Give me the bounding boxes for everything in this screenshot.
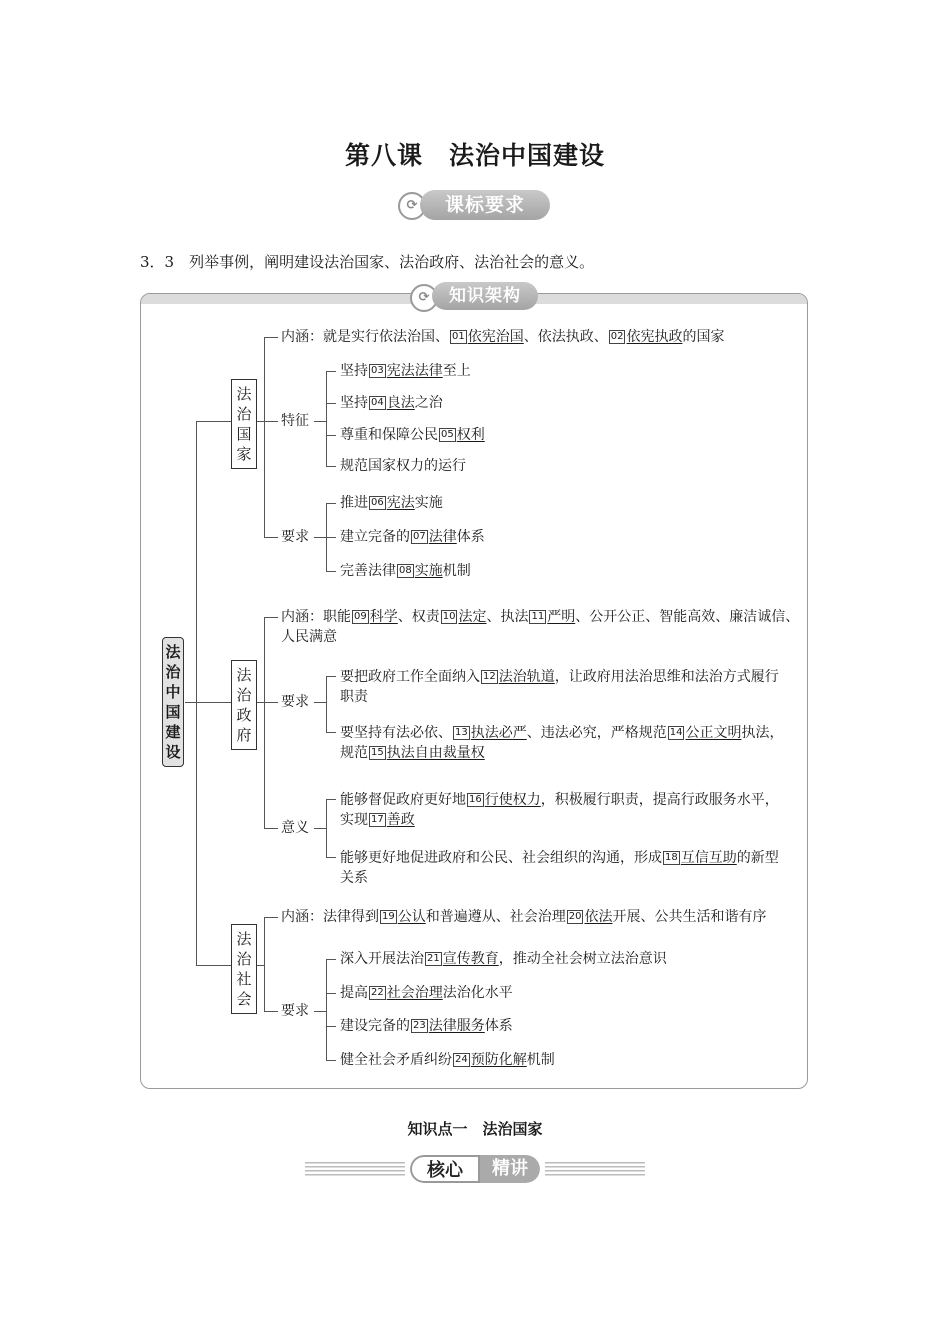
core-label: 核心 (410, 1155, 480, 1183)
state-features-label: 特征 (281, 413, 309, 429)
gov-req-label: 要求 (281, 694, 309, 710)
page-title: 第八课 法治中国建设 (344, 141, 605, 170)
society-req-3: 建设完备的 23 法律服务体系 (340, 1018, 513, 1034)
state-feature-4: 规范国家权力的运行 (340, 458, 466, 474)
gov-sig-2: 能够更好地促进政府和公民、社会组织的沟通，形成 18 互信互助的新型 (340, 850, 779, 866)
society-req-2: 提高 22 社会治理法治化水平 (340, 985, 513, 1001)
state-req-label: 要求 (281, 529, 309, 545)
gov-req-2-line2: 规范 15 执法自由裁量权 (340, 745, 485, 761)
gov-sig-2-line2: 关系 (340, 870, 368, 886)
state-feature-2: 坚持 04 良法之治 (340, 395, 443, 411)
gov-sig-label: 意义 (281, 820, 309, 836)
refresh-icon: ⟳ (398, 192, 426, 220)
banner-framework: 知识架构 (432, 282, 538, 310)
gov-neihan: 内涵：职能 09 科学、权责 10 法定、执法 11 严明、公开公正、智能高效、廉洁诚信、 (281, 609, 800, 625)
state-neihan: 内涵：就是实行依法治国、 01 依宪治国、依法执政、 02 依宪执政的国家 (281, 329, 725, 345)
root-node: 法 治 中 国 建 设 (162, 637, 184, 767)
gov-req-1-line2: 职责 (340, 689, 368, 705)
decor-stripes-right (545, 1162, 645, 1176)
gov-sig-1-line2: 实现 17 善政 (340, 812, 415, 828)
state-req-2: 建立完备的 07 法律体系 (340, 529, 485, 545)
banner-requirements: 课标要求 (420, 190, 550, 220)
state-feature-1: 坚持 03 宪法法律至上 (340, 363, 471, 379)
node-rule-of-law-society: 法 治 社 会 (231, 924, 257, 1014)
society-req-label: 要求 (281, 1003, 309, 1019)
state-feature-3: 尊重和保障公民 05 权利 (340, 427, 485, 443)
core-label-2: 精讲 (480, 1155, 540, 1183)
core-banner (410, 1155, 540, 1183)
gov-req-1: 要把政府工作全面纳入 12 法治轨道，让政府用法治思维和法治方式履行 (340, 669, 779, 685)
node-rule-of-law-state: 法 治 国 家 (231, 379, 257, 469)
society-req-1: 深入开展法治 21 宣传教育，推动全社会树立法治意识 (340, 951, 667, 967)
state-req-3: 完善法律 08 实施机制 (340, 563, 471, 579)
knowledge-point-heading: 知识点一 法治国家 (407, 1120, 543, 1138)
node-rule-of-law-government: 法 治 政 府 (231, 660, 257, 750)
decor-stripes-left (305, 1162, 405, 1176)
state-req-1: 推进 06 宪法实施 (340, 495, 443, 511)
refresh-icon: ⟳ (410, 284, 438, 312)
society-req-4: 健全社会矛盾纠纷 24 预防化解机制 (340, 1052, 555, 1068)
gov-sig-1: 能够督促政府更好地 16 行使权力，积极履行职责，提高行政服务水平， (340, 792, 779, 808)
gov-neihan-line2: 人民满意 (281, 629, 337, 645)
society-neihan: 内涵：法律得到 19 公认和普遍遵从、社会治理 20 依法开展、公共生活和谐有序 (281, 909, 767, 925)
requirement-text: 3．3 列举事例，阐明建设法治国家、法治政府、法治社会的意义。 (140, 253, 595, 271)
gov-req-2: 要坚持有法必依、 13 执法必严、违法必究，严格规范 14 公正文明执法， (340, 725, 784, 741)
